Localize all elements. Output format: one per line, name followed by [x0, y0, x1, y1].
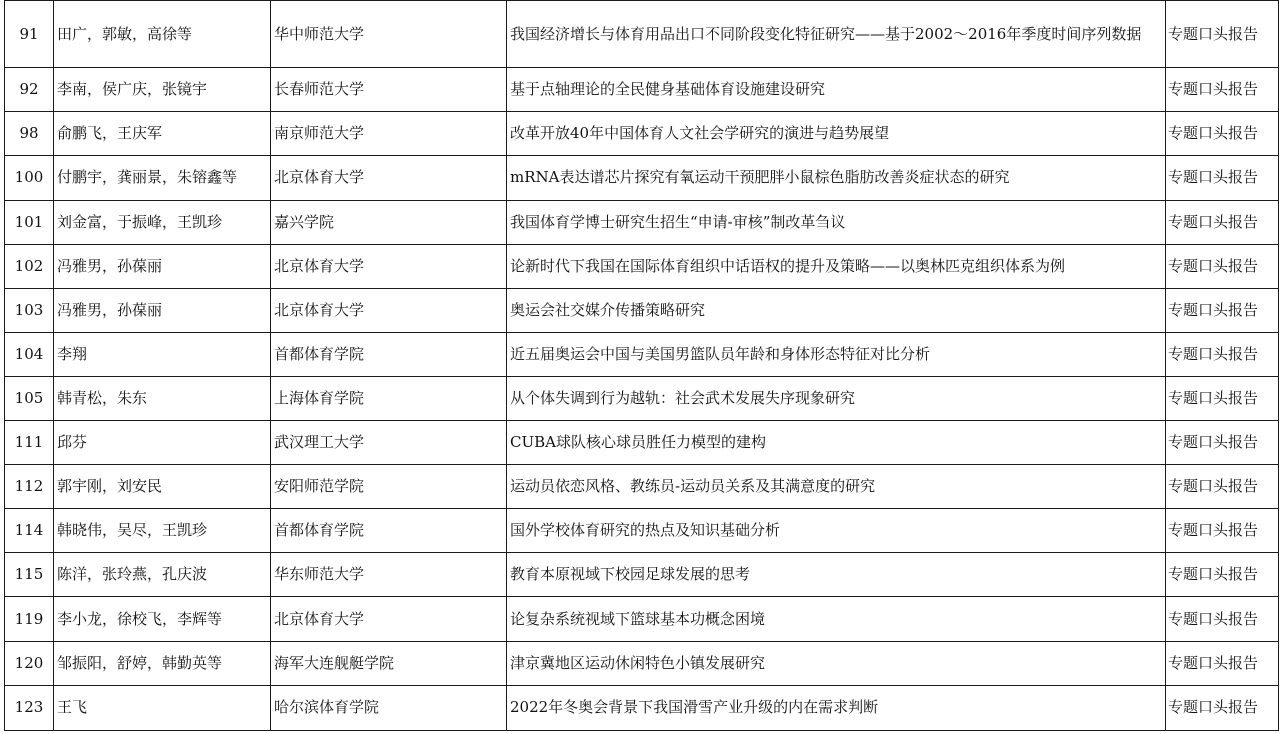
row-number: 112 [5, 465, 54, 509]
row-number: 103 [5, 288, 54, 332]
institution-cell: 上海体育学院 [271, 376, 507, 420]
row-number: 101 [5, 200, 54, 244]
presentation-type-cell: 专题口头报告 [1166, 288, 1279, 332]
authors-cell: 韩晓伟，吴尽，王凯珍 [54, 509, 271, 553]
table-row [5, 112, 1279, 156]
presentation-type-cell: 专题口头报告 [1166, 200, 1279, 244]
paper-title-cell: 论复杂系统视域下篮球基本功概念困境 [507, 597, 1166, 641]
paper-title-cell: 改革开放40年中国体育人文社会学研究的演进与趋势展望 [507, 112, 1166, 156]
institution-cell: 北京体育大学 [271, 288, 507, 332]
presentation-type-cell: 专题口头报告 [1166, 156, 1279, 200]
authors-cell: 付鹏宇，龚丽景，朱镕鑫等 [54, 156, 271, 200]
row-number: 119 [5, 597, 54, 641]
authors-cell: 田广，郭敏，高徐等 [54, 1, 271, 68]
paper-title-cell: 我国体育学博士研究生招生“申请-审核”制改革刍议 [507, 200, 1166, 244]
institution-cell: 华东师范大学 [271, 553, 507, 597]
presentation-type-cell: 专题口头报告 [1166, 376, 1279, 420]
paper-schedule-table [4, 0, 1279, 731]
paper-title-cell: 奥运会社交媒介传播策略研究 [507, 288, 1166, 332]
paper-title-cell: 教育本原视域下校园足球发展的思考 [507, 553, 1166, 597]
institution-cell: 安阳师范学院 [271, 465, 507, 509]
paper-title-cell: 论新时代下我国在国际体育组织中话语权的提升及策略——以奥林匹克组织体系为例 [507, 244, 1166, 288]
authors-cell: 俞鹏飞，王庆军 [54, 112, 271, 156]
institution-cell: 南京师范大学 [271, 112, 507, 156]
paper-title-cell: 从个体失调到行为越轨：社会武术发展失序现象研究 [507, 376, 1166, 420]
paper-title-cell: 2022年冬奥会背景下我国滑雪产业升级的内在需求判断 [507, 685, 1166, 730]
paper-title-cell: 基于点轴理论的全民健身基础体育设施建设研究 [507, 68, 1166, 112]
table-row [5, 509, 1279, 553]
table-row [5, 156, 1279, 200]
presentation-type-cell: 专题口头报告 [1166, 332, 1279, 376]
presentation-type-cell: 专题口头报告 [1166, 1, 1279, 68]
table-row [5, 465, 1279, 509]
authors-cell: 邹振阳，舒婷，韩勤英等 [54, 641, 271, 685]
institution-cell: 首都体育学院 [271, 332, 507, 376]
table-row [5, 641, 1279, 685]
presentation-type-cell: 专题口头报告 [1166, 465, 1279, 509]
row-number: 104 [5, 332, 54, 376]
institution-cell: 海军大连舰艇学院 [271, 641, 507, 685]
paper-title-cell: 运动员依恋风格、教练员-运动员关系及其满意度的研究 [507, 465, 1166, 509]
institution-cell: 北京体育大学 [271, 156, 507, 200]
authors-cell: 李小龙，徐校飞，李辉等 [54, 597, 271, 641]
authors-cell: 刘金富，于振峰，王凯珍 [54, 200, 271, 244]
authors-cell: 冯雅男，孙葆丽 [54, 244, 271, 288]
institution-cell: 北京体育大学 [271, 244, 507, 288]
row-number: 102 [5, 244, 54, 288]
authors-cell: 王飞 [54, 685, 271, 730]
authors-cell: 李南，侯广庆，张镜宇 [54, 68, 271, 112]
row-number: 111 [5, 421, 54, 465]
presentation-type-cell: 专题口头报告 [1166, 509, 1279, 553]
table-row [5, 1, 1279, 68]
table-row [5, 332, 1279, 376]
authors-cell: 邱芬 [54, 421, 271, 465]
paper-title-cell: 我国经济增长与体育用品出口不同阶段变化特征研究——基于2002～2016年季度时间序列数据 [507, 1, 1166, 68]
row-number: 105 [5, 376, 54, 420]
institution-cell: 长春师范大学 [271, 68, 507, 112]
institution-cell: 北京体育大学 [271, 597, 507, 641]
table-row [5, 597, 1279, 641]
row-number: 100 [5, 156, 54, 200]
authors-cell: 陈洋，张玲燕，孔庆波 [54, 553, 271, 597]
table-row [5, 685, 1279, 730]
paper-title-cell: CUBA球队核心球员胜任力模型的建构 [507, 421, 1166, 465]
table-body [5, 1, 1279, 731]
authors-cell: 郭宇刚，刘安民 [54, 465, 271, 509]
presentation-type-cell: 专题口头报告 [1166, 553, 1279, 597]
institution-cell: 哈尔滨体育学院 [271, 685, 507, 730]
presentation-type-cell: 专题口头报告 [1166, 597, 1279, 641]
table-row [5, 376, 1279, 420]
table-row [5, 421, 1279, 465]
authors-cell: 韩青松，朱东 [54, 376, 271, 420]
paper-title-cell: mRNA表达谱芯片探究有氧运动干预肥胖小鼠棕色脂肪改善炎症状态的研究 [507, 156, 1166, 200]
presentation-type-cell: 专题口头报告 [1166, 244, 1279, 288]
presentation-type-cell: 专题口头报告 [1166, 112, 1279, 156]
table-row [5, 553, 1279, 597]
presentation-type-cell: 专题口头报告 [1166, 421, 1279, 465]
table-row [5, 288, 1279, 332]
table-row [5, 200, 1279, 244]
authors-cell: 李翔 [54, 332, 271, 376]
paper-title-cell: 津京冀地区运动休闲特色小镇发展研究 [507, 641, 1166, 685]
row-number: 92 [5, 68, 54, 112]
row-number: 120 [5, 641, 54, 685]
institution-cell: 嘉兴学院 [271, 200, 507, 244]
table-row [5, 244, 1279, 288]
row-number: 115 [5, 553, 54, 597]
presentation-type-cell: 专题口头报告 [1166, 68, 1279, 112]
table-row [5, 68, 1279, 112]
presentation-type-cell: 专题口头报告 [1166, 685, 1279, 730]
institution-cell: 武汉理工大学 [271, 421, 507, 465]
row-number: 98 [5, 112, 54, 156]
authors-cell: 冯雅男，孙葆丽 [54, 288, 271, 332]
row-number: 114 [5, 509, 54, 553]
paper-title-cell: 近五届奥运会中国与美国男篮队员年龄和身体形态特征对比分析 [507, 332, 1166, 376]
presentation-type-cell: 专题口头报告 [1166, 641, 1279, 685]
paper-title-cell: 国外学校体育研究的热点及知识基础分析 [507, 509, 1166, 553]
row-number: 123 [5, 685, 54, 730]
row-number: 91 [5, 1, 54, 68]
institution-cell: 华中师范大学 [271, 1, 507, 68]
institution-cell: 首都体育学院 [271, 509, 507, 553]
